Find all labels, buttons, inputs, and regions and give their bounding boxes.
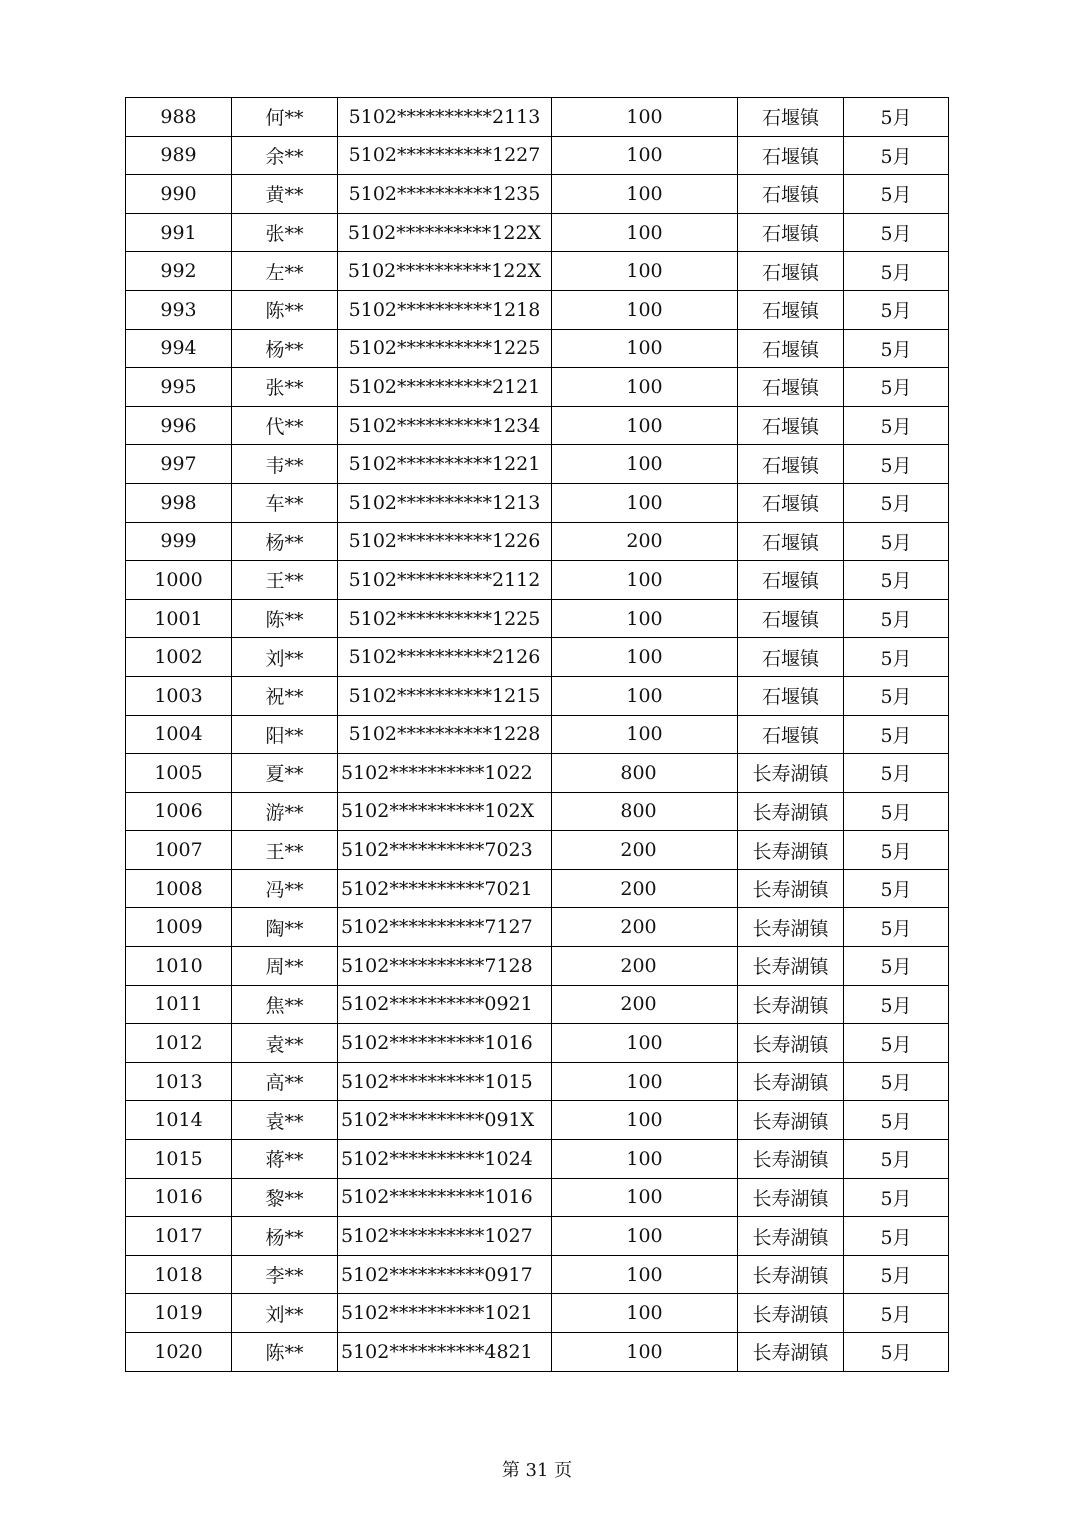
cell-amount: 100 bbox=[552, 1140, 738, 1179]
table-row bbox=[126, 1294, 949, 1333]
cell-town: 石堰镇 bbox=[738, 483, 844, 522]
cell-amount: 200 bbox=[552, 869, 738, 908]
cell-town: 长寿湖镇 bbox=[738, 754, 844, 793]
cell-town: 石堰镇 bbox=[738, 98, 844, 137]
cell-month: 5月 bbox=[844, 1333, 949, 1372]
cell-name: 余** bbox=[232, 136, 338, 175]
cell-name: 杨** bbox=[232, 329, 338, 368]
table-row bbox=[126, 368, 949, 407]
cell-name: 蒋** bbox=[232, 1140, 338, 1179]
cell-id-number: 5102**********1015 bbox=[338, 1062, 552, 1101]
cell-name: 祝** bbox=[232, 676, 338, 715]
cell-town: 长寿湖镇 bbox=[738, 985, 844, 1024]
cell-serial-number: 1002 bbox=[126, 638, 232, 677]
cell-name: 陈** bbox=[232, 1333, 338, 1372]
cell-id-number: 5102**********1016 bbox=[338, 1178, 552, 1217]
cell-id-number: 5102**********1021 bbox=[338, 1294, 552, 1333]
cell-amount: 100 bbox=[552, 290, 738, 329]
cell-id-number: 5102**********2113 bbox=[338, 98, 552, 137]
cell-town: 长寿湖镇 bbox=[738, 1294, 844, 1333]
cell-serial-number: 1003 bbox=[126, 676, 232, 715]
table-row bbox=[126, 213, 949, 252]
cell-id-number: 5102**********1227 bbox=[338, 136, 552, 175]
cell-month: 5月 bbox=[844, 908, 949, 947]
cell-amount: 100 bbox=[552, 406, 738, 445]
cell-town: 长寿湖镇 bbox=[738, 1024, 844, 1063]
cell-month: 5月 bbox=[844, 290, 949, 329]
cell-name: 冯** bbox=[232, 869, 338, 908]
cell-serial-number: 1006 bbox=[126, 792, 232, 831]
cell-month: 5月 bbox=[844, 252, 949, 291]
cell-month: 5月 bbox=[844, 985, 949, 1024]
cell-month: 5月 bbox=[844, 638, 949, 677]
table-row bbox=[126, 869, 949, 908]
table-row bbox=[126, 638, 949, 677]
table-row bbox=[126, 1255, 949, 1294]
cell-name: 焦** bbox=[232, 985, 338, 1024]
cell-serial-number: 1018 bbox=[126, 1255, 232, 1294]
cell-name: 袁** bbox=[232, 1024, 338, 1063]
cell-amount: 200 bbox=[552, 908, 738, 947]
table-row bbox=[126, 175, 949, 214]
cell-month: 5月 bbox=[844, 947, 949, 986]
cell-amount: 100 bbox=[552, 561, 738, 600]
cell-name: 黄** bbox=[232, 175, 338, 214]
cell-id-number: 5102**********1234 bbox=[338, 406, 552, 445]
cell-month: 5月 bbox=[844, 831, 949, 870]
cell-amount: 100 bbox=[552, 1294, 738, 1333]
cell-id-number: 5102**********1228 bbox=[338, 715, 552, 754]
cell-id-number: 5102**********1022 bbox=[338, 754, 552, 793]
cell-serial-number: 1000 bbox=[126, 561, 232, 600]
cell-town: 石堰镇 bbox=[738, 561, 844, 600]
cell-amount: 100 bbox=[552, 1101, 738, 1140]
cell-id-number: 5102**********2126 bbox=[338, 638, 552, 677]
table-row bbox=[126, 329, 949, 368]
cell-town: 长寿湖镇 bbox=[738, 1217, 844, 1256]
cell-town: 长寿湖镇 bbox=[738, 1062, 844, 1101]
table-row bbox=[126, 1217, 949, 1256]
cell-month: 5月 bbox=[844, 175, 949, 214]
cell-id-number: 5102**********1221 bbox=[338, 445, 552, 484]
cell-month: 5月 bbox=[844, 213, 949, 252]
cell-town: 石堰镇 bbox=[738, 522, 844, 561]
cell-serial-number: 1008 bbox=[126, 869, 232, 908]
table-row bbox=[126, 1333, 949, 1372]
table-row bbox=[126, 715, 949, 754]
cell-name: 张** bbox=[232, 368, 338, 407]
cell-id-number: 5102**********7127 bbox=[338, 908, 552, 947]
cell-id-number: 5102**********7128 bbox=[338, 947, 552, 986]
cell-serial-number: 1012 bbox=[126, 1024, 232, 1063]
cell-name: 刘** bbox=[232, 1294, 338, 1333]
cell-town: 长寿湖镇 bbox=[738, 947, 844, 986]
cell-name: 陈** bbox=[232, 290, 338, 329]
cell-town: 长寿湖镇 bbox=[738, 792, 844, 831]
cell-month: 5月 bbox=[844, 368, 949, 407]
cell-amount: 200 bbox=[552, 985, 738, 1024]
table-row bbox=[126, 522, 949, 561]
cell-id-number: 5102**********1024 bbox=[338, 1140, 552, 1179]
cell-serial-number: 1016 bbox=[126, 1178, 232, 1217]
cell-amount: 800 bbox=[552, 754, 738, 793]
cell-serial-number: 1015 bbox=[126, 1140, 232, 1179]
cell-amount: 800 bbox=[552, 792, 738, 831]
cell-town: 长寿湖镇 bbox=[738, 1140, 844, 1179]
cell-id-number: 5102**********122X bbox=[338, 252, 552, 291]
table-row bbox=[126, 908, 949, 947]
cell-month: 5月 bbox=[844, 599, 949, 638]
cell-town: 长寿湖镇 bbox=[738, 869, 844, 908]
cell-serial-number: 1020 bbox=[126, 1333, 232, 1372]
cell-serial-number: 990 bbox=[126, 175, 232, 214]
cell-serial-number: 995 bbox=[126, 368, 232, 407]
cell-name: 陈** bbox=[232, 599, 338, 638]
cell-amount: 100 bbox=[552, 1333, 738, 1372]
cell-name: 刘** bbox=[232, 638, 338, 677]
table-row bbox=[126, 252, 949, 291]
cell-serial-number: 1001 bbox=[126, 599, 232, 638]
cell-month: 5月 bbox=[844, 329, 949, 368]
cell-town: 石堰镇 bbox=[738, 252, 844, 291]
cell-id-number: 5102**********1213 bbox=[338, 483, 552, 522]
cell-amount: 200 bbox=[552, 831, 738, 870]
cell-id-number: 5102**********1027 bbox=[338, 1217, 552, 1256]
cell-month: 5月 bbox=[844, 676, 949, 715]
cell-serial-number: 996 bbox=[126, 406, 232, 445]
cell-id-number: 5102**********0917 bbox=[338, 1255, 552, 1294]
cell-id-number: 5102**********4821 bbox=[338, 1333, 552, 1372]
cell-name: 李** bbox=[232, 1255, 338, 1294]
cell-town: 石堰镇 bbox=[738, 368, 844, 407]
cell-month: 5月 bbox=[844, 754, 949, 793]
cell-id-number: 5102**********1016 bbox=[338, 1024, 552, 1063]
cell-id-number: 5102**********2112 bbox=[338, 561, 552, 600]
cell-month: 5月 bbox=[844, 1024, 949, 1063]
cell-town: 石堰镇 bbox=[738, 406, 844, 445]
cell-amount: 100 bbox=[552, 445, 738, 484]
cell-town: 石堰镇 bbox=[738, 638, 844, 677]
table-row bbox=[126, 406, 949, 445]
cell-town: 石堰镇 bbox=[738, 213, 844, 252]
cell-amount: 100 bbox=[552, 1255, 738, 1294]
cell-amount: 200 bbox=[552, 947, 738, 986]
cell-amount: 100 bbox=[552, 175, 738, 214]
cell-month: 5月 bbox=[844, 1101, 949, 1140]
cell-amount: 100 bbox=[552, 1062, 738, 1101]
cell-serial-number: 1017 bbox=[126, 1217, 232, 1256]
cell-town: 长寿湖镇 bbox=[738, 1333, 844, 1372]
cell-id-number: 5102**********1225 bbox=[338, 329, 552, 368]
cell-serial-number: 993 bbox=[126, 290, 232, 329]
cell-town: 长寿湖镇 bbox=[738, 1178, 844, 1217]
cell-amount: 100 bbox=[552, 368, 738, 407]
cell-id-number: 5102**********122X bbox=[338, 213, 552, 252]
table-row bbox=[126, 831, 949, 870]
cell-amount: 100 bbox=[552, 483, 738, 522]
cell-town: 石堰镇 bbox=[738, 290, 844, 329]
cell-town: 石堰镇 bbox=[738, 175, 844, 214]
cell-month: 5月 bbox=[844, 406, 949, 445]
cell-name: 车** bbox=[232, 483, 338, 522]
cell-serial-number: 1019 bbox=[126, 1294, 232, 1333]
data-table bbox=[125, 97, 949, 1372]
cell-id-number: 5102**********102X bbox=[338, 792, 552, 831]
cell-town: 石堰镇 bbox=[738, 599, 844, 638]
cell-name: 周** bbox=[232, 947, 338, 986]
cell-serial-number: 1014 bbox=[126, 1101, 232, 1140]
cell-name: 王** bbox=[232, 831, 338, 870]
cell-month: 5月 bbox=[844, 98, 949, 137]
table-row bbox=[126, 290, 949, 329]
cell-serial-number: 1011 bbox=[126, 985, 232, 1024]
cell-amount: 200 bbox=[552, 522, 738, 561]
table-row bbox=[126, 792, 949, 831]
cell-id-number: 5102**********1225 bbox=[338, 599, 552, 638]
cell-name: 袁** bbox=[232, 1101, 338, 1140]
cell-serial-number: 998 bbox=[126, 483, 232, 522]
table-row bbox=[126, 1024, 949, 1063]
cell-month: 5月 bbox=[844, 715, 949, 754]
cell-amount: 100 bbox=[552, 213, 738, 252]
table-row bbox=[126, 1062, 949, 1101]
cell-month: 5月 bbox=[844, 1217, 949, 1256]
cell-name: 游** bbox=[232, 792, 338, 831]
cell-amount: 100 bbox=[552, 1178, 738, 1217]
cell-serial-number: 992 bbox=[126, 252, 232, 291]
cell-town: 石堰镇 bbox=[738, 136, 844, 175]
cell-month: 5月 bbox=[844, 1294, 949, 1333]
cell-serial-number: 989 bbox=[126, 136, 232, 175]
cell-month: 5月 bbox=[844, 1062, 949, 1101]
cell-amount: 100 bbox=[552, 252, 738, 291]
cell-name: 何** bbox=[232, 98, 338, 137]
cell-serial-number: 991 bbox=[126, 213, 232, 252]
cell-serial-number: 1004 bbox=[126, 715, 232, 754]
cell-serial-number: 999 bbox=[126, 522, 232, 561]
cell-name: 黎** bbox=[232, 1178, 338, 1217]
cell-month: 5月 bbox=[844, 522, 949, 561]
cell-serial-number: 1005 bbox=[126, 754, 232, 793]
cell-name: 左** bbox=[232, 252, 338, 291]
cell-id-number: 5102**********1215 bbox=[338, 676, 552, 715]
cell-town: 长寿湖镇 bbox=[738, 1255, 844, 1294]
cell-name: 张** bbox=[232, 213, 338, 252]
cell-name: 夏** bbox=[232, 754, 338, 793]
cell-name: 高** bbox=[232, 1062, 338, 1101]
cell-serial-number: 1009 bbox=[126, 908, 232, 947]
cell-amount: 100 bbox=[552, 1217, 738, 1256]
cell-town: 长寿湖镇 bbox=[738, 831, 844, 870]
table-row bbox=[126, 1178, 949, 1217]
cell-town: 石堰镇 bbox=[738, 715, 844, 754]
table-row bbox=[126, 985, 949, 1024]
cell-id-number: 5102**********1226 bbox=[338, 522, 552, 561]
cell-serial-number: 997 bbox=[126, 445, 232, 484]
cell-month: 5月 bbox=[844, 561, 949, 600]
cell-month: 5月 bbox=[844, 483, 949, 522]
cell-serial-number: 994 bbox=[126, 329, 232, 368]
cell-town: 石堰镇 bbox=[738, 445, 844, 484]
table-row bbox=[126, 1140, 949, 1179]
cell-name: 杨** bbox=[232, 522, 338, 561]
cell-serial-number: 1007 bbox=[126, 831, 232, 870]
table-row bbox=[126, 483, 949, 522]
table-row bbox=[126, 1101, 949, 1140]
cell-amount: 100 bbox=[552, 1024, 738, 1063]
cell-town: 石堰镇 bbox=[738, 329, 844, 368]
cell-month: 5月 bbox=[844, 445, 949, 484]
cell-id-number: 5102**********1218 bbox=[338, 290, 552, 329]
cell-month: 5月 bbox=[844, 136, 949, 175]
cell-month: 5月 bbox=[844, 1178, 949, 1217]
cell-serial-number: 1010 bbox=[126, 947, 232, 986]
cell-name: 杨** bbox=[232, 1217, 338, 1256]
table-row bbox=[126, 947, 949, 986]
cell-id-number: 5102**********091X bbox=[338, 1101, 552, 1140]
cell-id-number: 5102**********0921 bbox=[338, 985, 552, 1024]
cell-id-number: 5102**********1235 bbox=[338, 175, 552, 214]
cell-town: 长寿湖镇 bbox=[738, 1101, 844, 1140]
table-row bbox=[126, 98, 949, 137]
cell-month: 5月 bbox=[844, 1255, 949, 1294]
cell-town: 石堰镇 bbox=[738, 676, 844, 715]
cell-name: 韦** bbox=[232, 445, 338, 484]
cell-month: 5月 bbox=[844, 1140, 949, 1179]
cell-id-number: 5102**********7021 bbox=[338, 869, 552, 908]
cell-name: 阳** bbox=[232, 715, 338, 754]
cell-month: 5月 bbox=[844, 869, 949, 908]
cell-town: 长寿湖镇 bbox=[738, 908, 844, 947]
cell-amount: 100 bbox=[552, 638, 738, 677]
table-body bbox=[126, 98, 949, 1372]
table-row bbox=[126, 136, 949, 175]
cell-serial-number: 1013 bbox=[126, 1062, 232, 1101]
cell-name: 陶** bbox=[232, 908, 338, 947]
cell-amount: 100 bbox=[552, 599, 738, 638]
cell-amount: 100 bbox=[552, 676, 738, 715]
cell-id-number: 5102**********7023 bbox=[338, 831, 552, 870]
cell-month: 5月 bbox=[844, 792, 949, 831]
cell-name: 王** bbox=[232, 561, 338, 600]
cell-amount: 100 bbox=[552, 329, 738, 368]
table-row bbox=[126, 561, 949, 600]
table-row bbox=[126, 754, 949, 793]
table-row bbox=[126, 676, 949, 715]
table-row bbox=[126, 599, 949, 638]
cell-amount: 100 bbox=[552, 136, 738, 175]
cell-id-number: 5102**********2121 bbox=[338, 368, 552, 407]
cell-amount: 100 bbox=[552, 98, 738, 137]
cell-name: 代** bbox=[232, 406, 338, 445]
cell-serial-number: 988 bbox=[126, 98, 232, 137]
cell-amount: 100 bbox=[552, 715, 738, 754]
page-number: 第 31 页 bbox=[501, 1460, 573, 1481]
table-row bbox=[126, 445, 949, 484]
